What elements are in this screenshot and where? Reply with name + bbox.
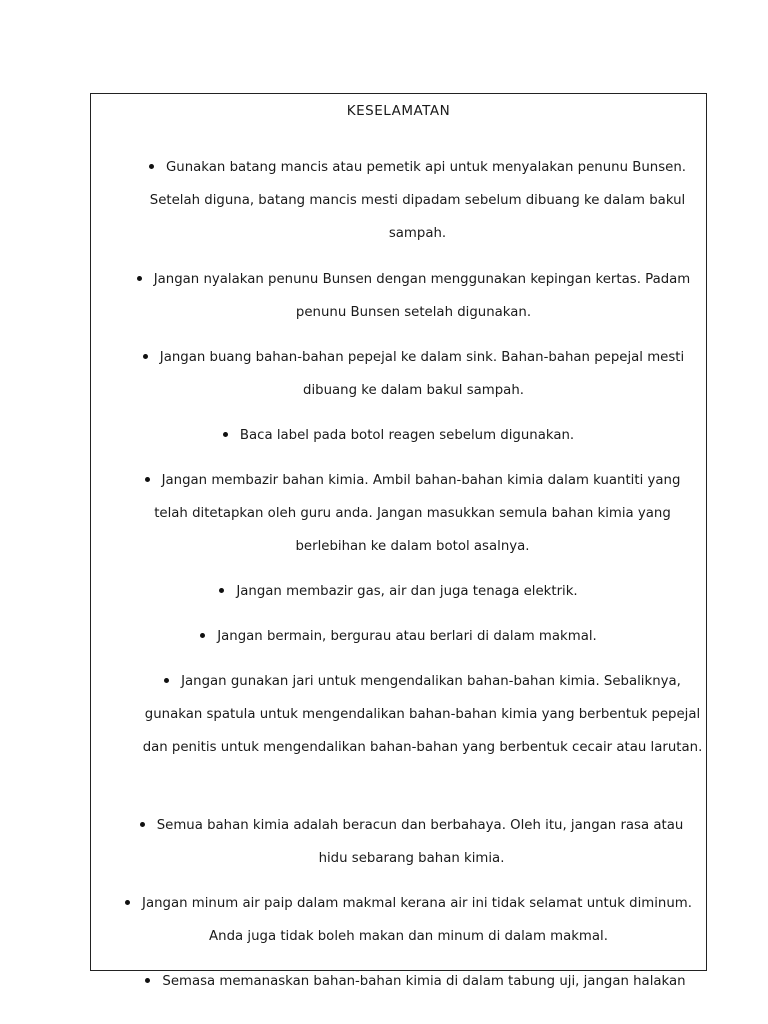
rule-text: Jangan membazir bahan kimia. Ambil bahan-bahan kimia dalam kuantiti yang telah ditetapkan oleh guru anda. Jangan masukkan semula bahan kimia yang berlebihan ke dalam botol asalnya. — [154, 473, 681, 554]
rule-text: Gunakan batang mancis atau pemetik api untuk menyalakan penunu Bunsen. Setelah diguna, batang mancis mesti dipadam sebelum dibuang ke dalam bakul sampah. — [149, 160, 686, 241]
rule-text: Semua bahan kimia adalah beracun dan berbahaya. Oleh itu, jangan rasa atau hidu sebarang bahan kimia. — [156, 818, 684, 866]
rule-text: Jangan minum air paip dalam makmal kerana air ini tidak selamat untuk diminum. Anda juga tidak boleh makan dan minum di dalam makmal. — [142, 896, 692, 944]
list-item — [91, 151, 706, 250]
rule-text: Baca label pada botol reagen sebelum digunakan. — [239, 428, 575, 443]
list-item — [91, 263, 706, 329]
rule-text: Semasa memanaskan bahan-bahan kimia di dalam tabung uji, jangan halakan — [162, 974, 686, 989]
list-item — [91, 419, 706, 452]
list-item — [91, 464, 706, 563]
bullet-icon — [140, 822, 145, 827]
rule-text: Jangan bermain, bergurau atau berlari di dalam makmal. — [217, 629, 597, 644]
list-item — [91, 809, 706, 875]
bullet-icon — [143, 354, 148, 359]
list-item — [91, 965, 706, 998]
list-item — [91, 887, 706, 953]
list-item — [91, 665, 706, 764]
list-item — [91, 620, 706, 653]
list-item — [91, 341, 706, 407]
bullet-icon — [145, 477, 150, 482]
bullet-icon — [219, 588, 224, 593]
bullet-icon — [125, 900, 130, 905]
bullet-icon — [200, 633, 205, 638]
bullet-icon — [149, 164, 154, 169]
bullet-icon — [137, 276, 142, 281]
list-item — [91, 575, 706, 608]
rule-text: Jangan membazir gas, air dan juga tenaga elektrik. — [236, 584, 578, 599]
document-title: KESELAMATAN — [346, 103, 451, 119]
document-frame — [90, 93, 707, 989]
bullet-icon — [145, 978, 150, 983]
rule-text: Jangan buang bahan-bahan pepejal ke dalam sink. Bahan-bahan pepejal mesti dibuang ke dalam bakul sampah. — [159, 350, 685, 398]
rule-text: Jangan nyalakan penunu Bunsen dengan menggunakan kepingan kertas. Padam penunu Bunsen setelah digunakan. — [153, 272, 691, 320]
bullet-icon — [223, 432, 228, 437]
bullet-icon — [164, 678, 169, 683]
rule-text: Jangan gunakan jari untuk mengendalikan bahan-bahan kimia. Sebaliknya, gunakan spatula untuk mengendalikan bahan-bahan kimia yang berbentuk pepejal dan penitis untuk mengendalikan bahan-bahan yang berbentuk cecair atau larutan. — [142, 674, 703, 755]
